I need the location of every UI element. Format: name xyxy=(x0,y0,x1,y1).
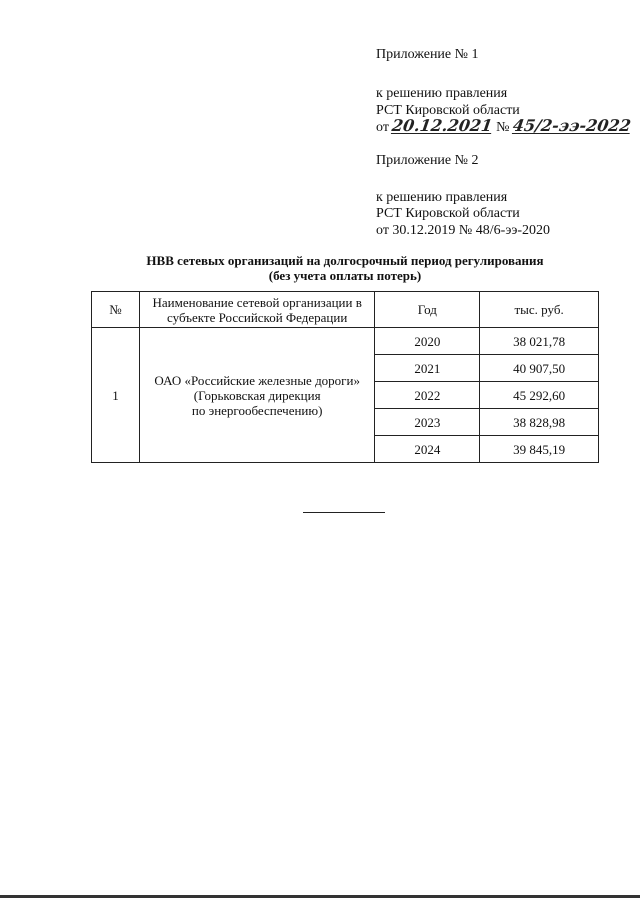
appendix2-decision-line: к решению правления xyxy=(376,190,508,205)
number-prefix: № xyxy=(496,120,510,135)
row-org-name xyxy=(139,328,375,463)
header-name xyxy=(139,292,375,328)
table-title-line2: (без учета оплаты потерь) xyxy=(268,268,422,283)
table-title xyxy=(90,253,600,283)
table-title-line1: НВВ сетевых организаций на долгосрочный период регулирования xyxy=(146,253,544,268)
appendix2-authority-line: РСТ Кировской области xyxy=(376,206,520,221)
value-cell: 45 292,60 xyxy=(480,382,599,409)
appendix1-authority-line: РСТ Кировской области xyxy=(376,103,520,118)
appendix1-decision-line: к решению правления xyxy=(376,86,508,101)
value-cell: 40 907,50 xyxy=(480,355,599,382)
org-name-line1: ОАО «Российские железные дороги» xyxy=(154,372,360,388)
org-name-line2: (Горьковская дирекция xyxy=(193,387,321,403)
nvv-table xyxy=(91,291,599,463)
appendix2-date-number-line: от 30.12.2019 № 48/6-ээ-2020 xyxy=(376,223,551,238)
year-cell: 2021 xyxy=(375,355,480,382)
appendix2-title: Приложение № 2 xyxy=(376,153,479,168)
org-name-line3: по энергообеспечению) xyxy=(191,402,323,418)
from-prefix: от xyxy=(376,120,389,135)
value-cell: 39 845,19 xyxy=(480,436,599,463)
header-num: № xyxy=(92,292,140,328)
page-bottom-edge xyxy=(0,895,640,898)
appendix1-date-number-line xyxy=(376,118,631,136)
header-year: Год xyxy=(375,292,480,328)
handwritten-date: 20.12.2021 xyxy=(391,116,495,135)
value-cell: 38 828,98 xyxy=(480,409,599,436)
table-row xyxy=(92,328,599,355)
header-value: тыс. руб. xyxy=(480,292,599,328)
handwritten-number: 45/2-ээ-2022 xyxy=(511,116,633,135)
row-num: 1 xyxy=(92,328,140,463)
year-cell: 2023 xyxy=(375,409,480,436)
year-cell: 2020 xyxy=(375,328,480,355)
table-header-row xyxy=(92,292,599,328)
year-cell: 2024 xyxy=(375,436,480,463)
header-name-line2: субъекте Российской Федерации xyxy=(167,309,348,325)
appendix1-title: Приложение № 1 xyxy=(376,47,479,62)
end-separator-line xyxy=(303,512,385,513)
header-name-line1: Наименование сетевой организации в xyxy=(152,294,362,310)
value-cell: 38 021,78 xyxy=(480,328,599,355)
year-cell: 2022 xyxy=(375,382,480,409)
